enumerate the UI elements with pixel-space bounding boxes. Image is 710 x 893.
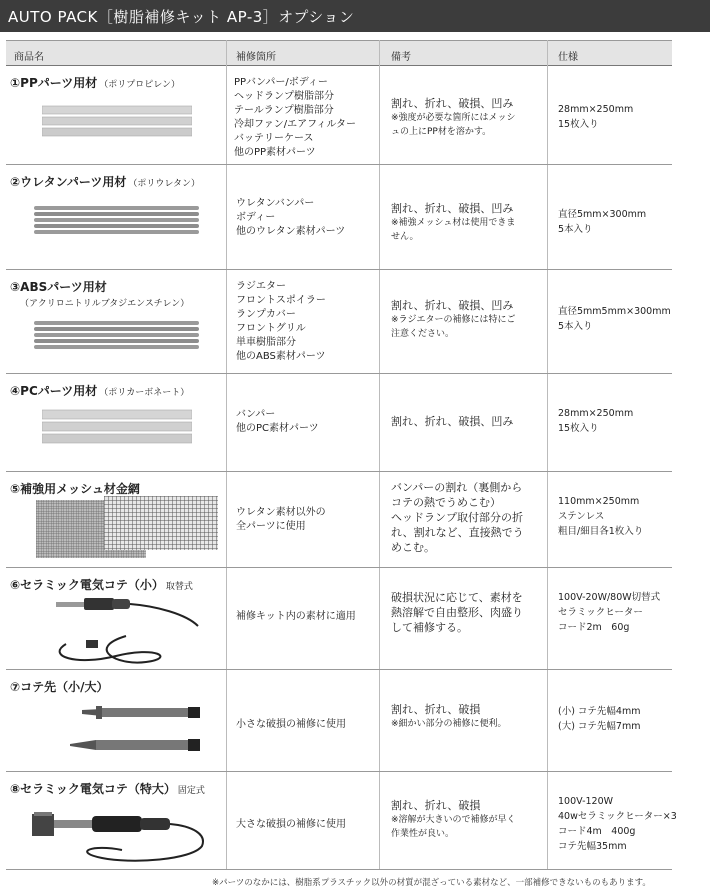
iron-tips-image [42,704,202,760]
product-name: ⑥セラミック電気コテ（小） 取替式 [10,578,193,592]
spec: 28mm×250mm 15枚入り [558,104,634,130]
repair-areas: バンパー 他のPC素材パーツ [236,409,319,434]
repair-areas: ウレタンバンパー ボディー 他のウレタン素材パーツ [236,198,346,237]
spec: 110mm×250mm ステンレス 粗目/細目各1枚入り [558,496,644,537]
table-row [6,270,672,374]
urethan-rods-image [34,205,199,239]
remarks: 割れ、折れ、破損 ※細かい部分の補修に便利。 [391,703,507,729]
remarks: 割れ、折れ、破損、凹み ※補強メッシュ材は使用できま せん。 [391,202,516,242]
table-row [6,472,672,568]
mesh-image [36,496,220,562]
repair-areas: 大さな破損の補修に使用 [236,819,346,830]
header-remarks: 備考 [391,52,411,63]
abs-rods-image [34,320,199,352]
spec: 100V-120W 40wセラミックヒーター×3 コード4m 400g コテ先幅35mm [558,796,677,852]
spec: 直径5mm×300mm 5本入り [558,209,647,235]
product-name: ③ABSパーツ用材 [10,280,107,294]
repair-areas: 小さな破損の補修に使用 [236,719,346,730]
table-row [6,670,672,772]
table-header [6,40,672,66]
table-row [6,772,677,870]
repair-areas: ラジエター フロントスポイラー ランプカバー フロントグリル 単車樹脂部分 他のABS素材パーツ [236,281,326,362]
remarks: バンパーの割れ（裏側から コテの熱でうめこむ） ヘッドランプ取付部分の折 れ、割れなど、直接熱でう めこむ。 [391,481,524,554]
header-spec: 仕様 [558,52,578,63]
remarks: 割れ、折れ、破損、凹み [391,415,514,428]
spec: 28mm×250mm 15枚入り [558,408,634,434]
repair-areas: 補修キット内の素材に適用 [236,611,356,622]
page-title: AUTO PACK［樹脂補修キット AP-3］オプション [8,8,355,26]
pp-strips-image [42,104,192,142]
table-row [6,66,672,165]
repair-areas: PPバンパー/ボディー ヘッドランプ樹脂部分 テールランプ樹脂部分 冷却ファン/エアフィルター バッテリーケース 他のPP素材パーツ [234,77,356,158]
page-header [0,0,710,32]
product-name: ⑦コテ先（小/大） [10,680,109,694]
product-name: ②ウレタンパーツ用材 （ポリウレタン） [10,175,201,189]
ceramic-iron-small-image [46,596,206,666]
header-product-name: 商品名 [14,52,44,63]
repair-areas: ウレタン素材以外の 全パーツに使用 [236,507,326,532]
spec: 100V-20W/80W切替式 セラミックヒーター コード2m 60g [558,592,661,633]
remarks: 割れ、折れ、破損、凹み ※強度が必要な箇所にはメッシ ュの上にPP材を溶かす。 [391,97,516,137]
header-repair-area: 補修箇所 [236,52,276,63]
product-name: ①PPパーツ用材 （ポリプロピレン） [10,76,181,90]
product-name: ⑤補強用メッシュ材金網 [10,482,140,496]
options-table [6,40,677,870]
table-row [6,568,672,670]
product-name: ④PCパーツ用材 （ポリカーボネート） [10,384,190,398]
spec: 直径5mm5mm×300mm 5本入り [558,306,671,332]
remarks: 破損状況に応じて、素材を 熱溶解で自由整形、肉盛り して補修する。 [391,591,523,634]
ceramic-iron-large-image [32,800,212,868]
spec: (小) コテ先幅4mm (大) コテ先幅7mm [558,706,641,732]
remarks: 割れ、折れ、破損、凹み ※ラジエターの補修には特にご 注意ください。 [391,299,516,339]
remarks: 割れ、折れ、破損 ※溶解が大きいので補修が早く 作業性が良い。 [391,799,516,839]
footnote: ※パーツのなかには、樹脂系プラスチック以外の材質が混ざっている素材など、一部補修できないものもあります。 [212,878,651,888]
product-name: ⑧セラミック電気コテ（特大） 固定式 [10,782,205,796]
product-name-sub: （アクリロニトリルブタジエンスチレン） [20,299,190,309]
table-row [6,165,672,270]
pc-strips-image [42,408,192,446]
table-row [6,374,672,472]
